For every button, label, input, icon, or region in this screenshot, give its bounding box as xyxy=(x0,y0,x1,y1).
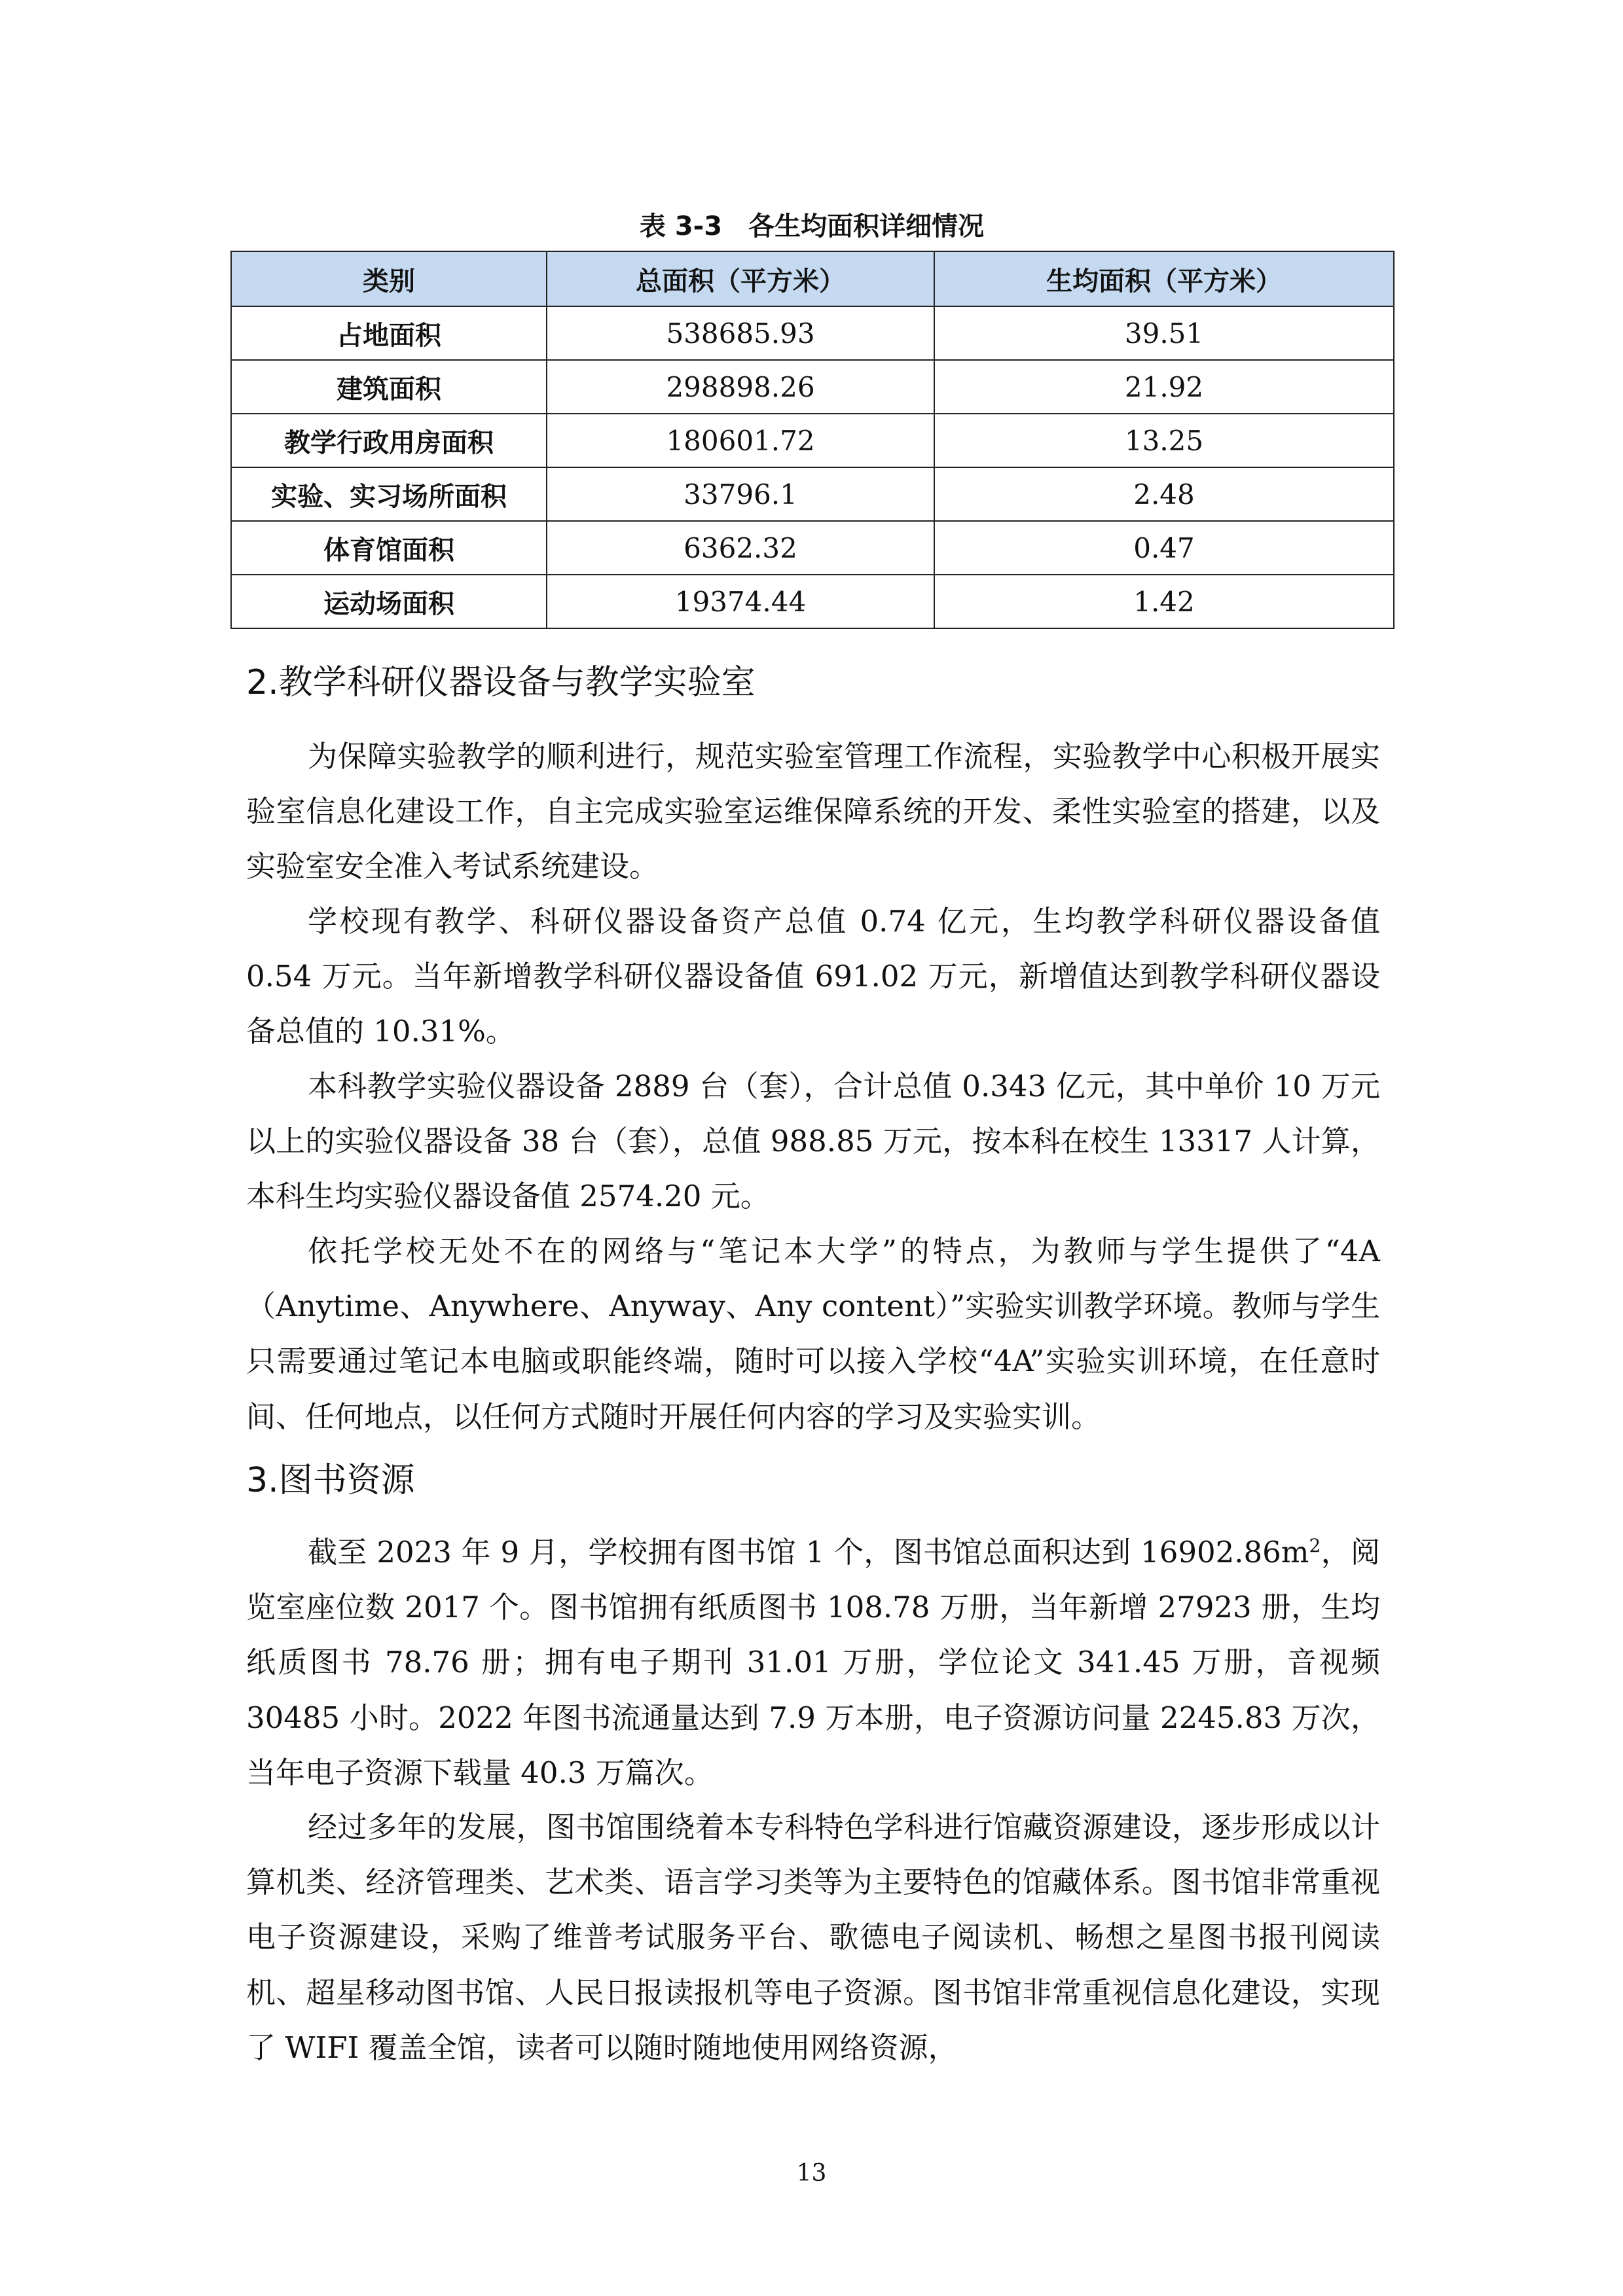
row-per-student: 1.42 xyxy=(934,575,1394,628)
table-number: 表 3-3 xyxy=(639,211,723,242)
row-total: 19374.44 xyxy=(547,575,934,628)
paragraph xyxy=(246,1525,1380,1801)
page-number: 13 xyxy=(796,2160,827,2187)
row-category: 建筑面积 xyxy=(231,360,547,414)
paragraph: 依托学校无处不在的网络与“笔记本大学”的特点，为教师与学生提供了“4A（Anytime、Anywhere、Anyway、Any content）”实验实训教学环境。教师与学生只需要通过笔记本电脑或职能终端，随时可以接入学校“4A”实验实训环境，在任意时间、任何地点，以任何方式随时开展任何内容的学习及实验实训。 xyxy=(246,1234,1380,1434)
superscript: 2 xyxy=(1309,1535,1321,1556)
section-heading-library: 3.图书资源 xyxy=(246,1461,415,1500)
row-total: 538685.93 xyxy=(547,306,934,360)
header-total-area: 总面积（平方米） xyxy=(547,251,934,306)
row-category: 运动场面积 xyxy=(231,575,547,628)
row-per-student: 21.92 xyxy=(934,360,1394,414)
row-total: 298898.26 xyxy=(547,360,934,414)
library-text-end: ，阅览室座位数 2017 个。图书馆拥有纸质图书 108.78 万册，当年新增 27923 册，生均纸质图书 78.76 册；拥有电子期刊 31.01 万册，学位论文 341.45 万册，音视频 30485 小时。2022 年图书流通量达到 7.9 万本册，电子资源访问量 2245.83 万次，当年电子资源下载量 40.3 万篇次。 xyxy=(246,1535,1380,1790)
row-per-student: 39.51 xyxy=(934,306,1394,360)
row-category: 体育馆面积 xyxy=(231,521,547,575)
table-header-row xyxy=(231,251,1394,306)
paragraph: 学校现有教学、科研仪器设备资产总值 0.74 亿元，生均教学科研仪器设备值 0.54 万元。当年新增教学科研仪器设备值 691.02 万元，新增值达到教学科研仪器设备总值的 10.31%。 xyxy=(246,904,1380,1049)
table-row xyxy=(231,306,1394,360)
row-category: 占地面积 xyxy=(231,306,547,360)
row-per-student: 2.48 xyxy=(934,467,1394,521)
paragraph: 经过多年的发展，图书馆围绕着本专科特色学科进行馆藏资源建设，逐步形成以计算机类、经济管理类、艺术类、语言学习类等为主要特色的馆藏体系。图书馆非常重视电子资源建设，采购了维普考试服务平台、歌德电子阅读机、畅想之星图书报刊阅读机、超星移动图书馆、人民日报读报机等电子资源。图书馆非常重视信息化建设，实现了 WIFI 覆盖全馆，读者可以随时随地使用网络资源， xyxy=(246,1810,1380,2065)
table-caption xyxy=(230,208,1393,245)
table-title: 各生均面积详细情况 xyxy=(748,211,985,242)
paragraph: 本科教学实验仪器设备 2889 台（套），合计总值 0.343 亿元，其中单价 10 万元以上的实验仪器设备 38 台（套），总值 988.85 万元，按本科在校生 13317 人计算，本科生均实验仪器设备值 2574.20 元。 xyxy=(246,1069,1380,1214)
paragraph: 为保障实验教学的顺利进行，规范实验室管理工作流程，实验教学中心积极开展实验室信息化建设工作，自主完成实验室运维保障系统的开发、柔性实验室的搭建，以及实验室安全准入考试系统建设。 xyxy=(246,739,1380,884)
row-per-student: 0.47 xyxy=(934,521,1394,575)
header-category: 类别 xyxy=(231,251,547,306)
row-category: 教学行政用房面积 xyxy=(231,414,547,467)
area-table xyxy=(230,251,1395,629)
header-per-student-area: 生均面积（平方米） xyxy=(934,251,1394,306)
table-row xyxy=(231,414,1394,467)
row-total: 33796.1 xyxy=(547,467,934,521)
row-per-student: 13.25 xyxy=(934,414,1394,467)
row-category: 实验、实习场所面积 xyxy=(231,467,547,521)
table-row xyxy=(231,575,1394,628)
row-total: 6362.32 xyxy=(547,521,934,575)
table-row xyxy=(231,521,1394,575)
library-text-start: 截至 2023 年 9 月，学校拥有图书馆 1 个，图书馆总面积达到 16902.86m xyxy=(308,1535,1309,1570)
section-heading-equipment: 2.教学科研仪器设备与教学实验室 xyxy=(246,663,756,702)
row-total: 180601.72 xyxy=(547,414,934,467)
table-row xyxy=(231,467,1394,521)
table-row xyxy=(231,360,1394,414)
